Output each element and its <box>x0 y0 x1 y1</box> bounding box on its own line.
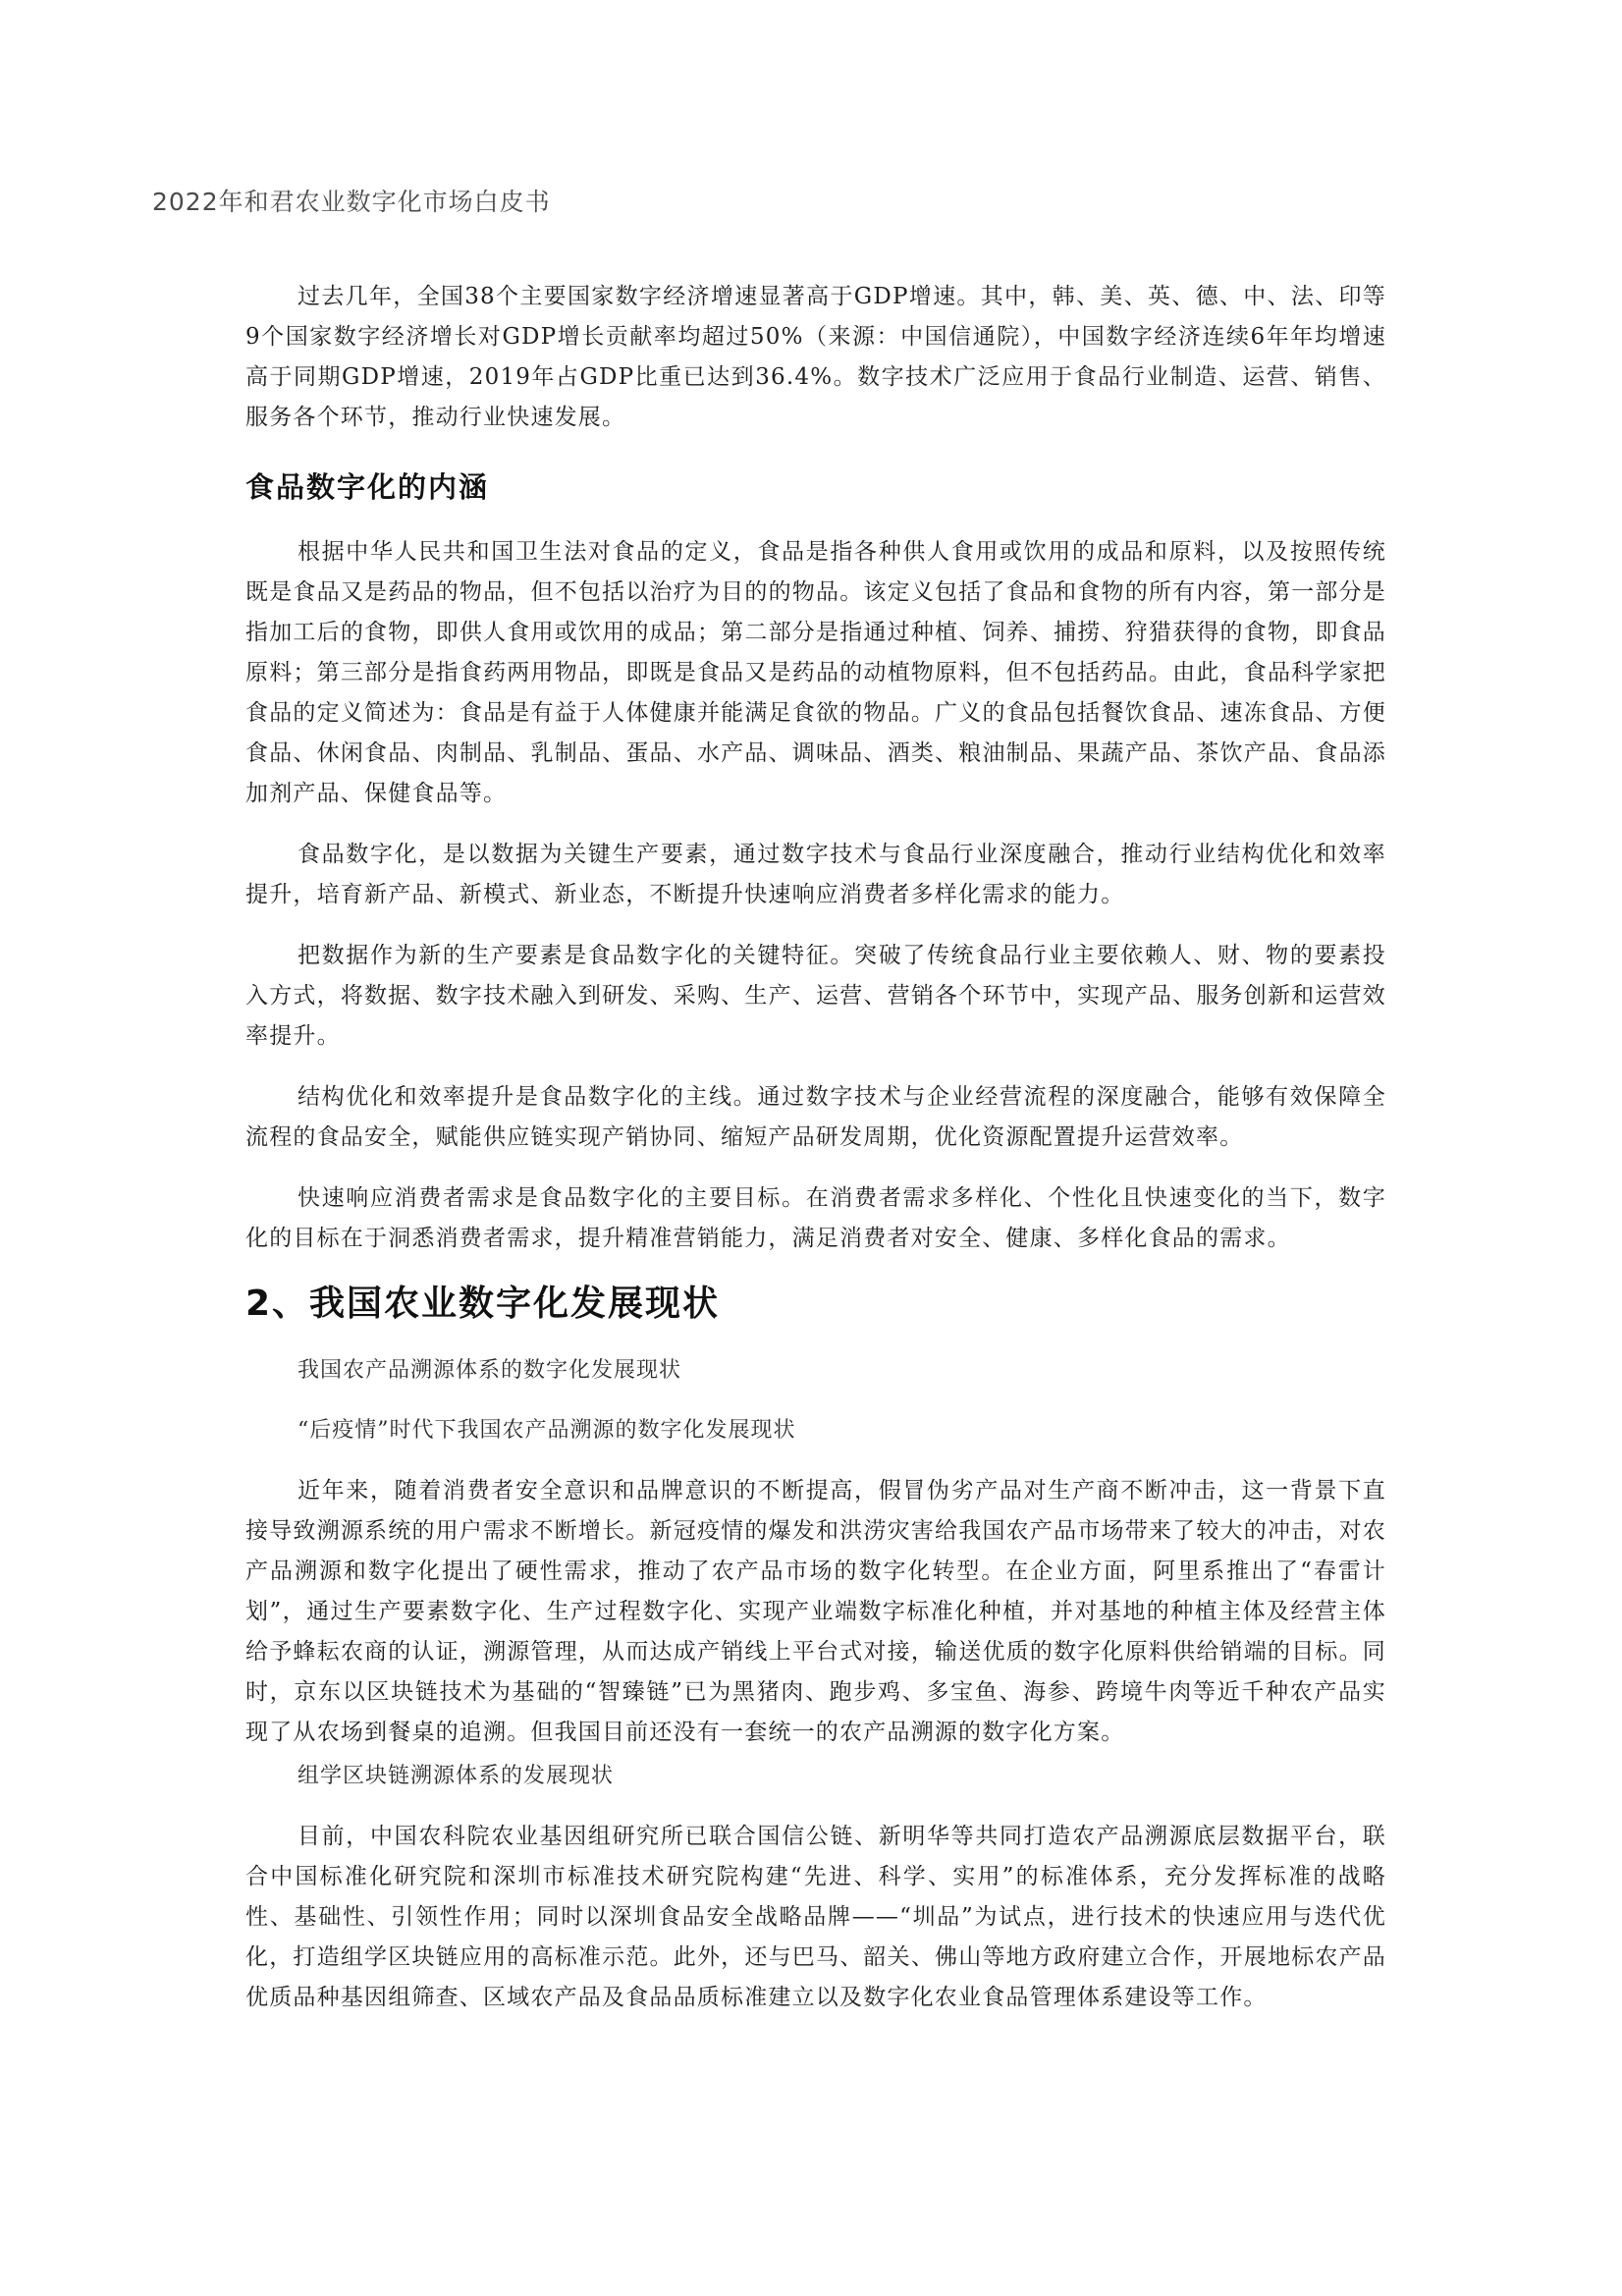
body-paragraph: 快速响应消费者需求是食品数字化的主要目标。在消费者需求多样化、个性化且快速变化的当下，数字化的目标在于洞悉消费者需求，提升精准营销能力，满足消费者对安全、健康、多样化食品的需求。 <box>245 1185 1386 1251</box>
subheading-blockchain-traceability: 组学区块链溯源体系的发展现状 <box>297 1764 615 1788</box>
body-paragraph: 把数据作为新的生产要素是食品数字化的关键特征。突破了传统食品行业主要依赖人、财、物的要素投入方式，将数据、数字技术融入到研发、采购、生产、运营、营销各个环节中，实现产品、服务创新和运营效率提升。 <box>245 943 1386 1049</box>
body-paragraph: 结构优化和效率提升是食品数字化的主线。通过数字技术与企业经营流程的深度融合，能够有效保障全流程的食品安全，赋能供应链实现产销协同、缩短产品研发周期，优化资源配置提升运营效率。 <box>245 1084 1386 1150</box>
body-paragraph: 近年来，随着消费者安全意识和品牌意识的不断提高，假冒伪劣产品对生产商不断冲击，这一背景下直接导致溯源系统的用户需求不断增长。新冠疫情的爆发和洪涝灾害给我国农产品市场带来了较大的冲击，对农产品溯源和数字化提出了硬性需求，推动了农产品市场的数字化转型。在企业方面，阿里系推出了“春雷计划”，通过生产要素数字化、生产过程数字化、实现产业端数字标准化种植，并对基地的种植主体及经营主体给予蜂耘农商的认证，溯源管理，从而达成产销线上平台式对接，输送优质的数字化原料供给销端的目标。同时，京东以区块链技术为基础的“智臻链”已为黑猪肉、跑步鸡、多宝鱼、海参、跨境牛肉等近千种农产品实现了从农场到餐桌的追溯。但我国目前还没有一套统一的农产品溯源的数字化方案。 <box>245 1478 1386 1745</box>
chapter-heading-agri-digitalization: 2、我国农业数字化发展现状 <box>245 1284 721 1324</box>
subheading-traceability-system: 我国农产品溯源体系的数字化发展现状 <box>297 1358 682 1383</box>
running-header: 2022年和君农业数字化市场白皮书 <box>152 188 551 216</box>
intro-paragraph: 过去几年，全国38个主要国家数字经济增速显著高于GDP增速。其中，韩、美、英、德、中、法、印等9个国家数字经济增长对GDP增长贡献率均超过50%（来源：中国信通院），中国数字经济连续6年年均增速高于同期GDP增速，2019年占GDP比重已达到36.4%。数字技术广泛应用于食品行业制造、运营、销售、服务各个环节，推动行业快速发展。 <box>245 284 1386 430</box>
body-paragraph: 食品数字化，是以数据为关键生产要素，通过数字技术与食品行业深度融合，推动行业结构优化和效率提升，培育新产品、新模式、新业态，不断提升快速响应消费者多样化需求的能力。 <box>245 842 1386 907</box>
body-paragraph: 根据中华人民共和国卫生法对食品的定义，食品是指各种供人食用或饮用的成品和原料，以及按照传统既是食品又是药品的物品，但不包括以治疗为目的的物品。该定义包括了食品和食物的所有内容，第一部分是指加工后的食物，即供人食用或饮用的成品；第二部分是指通过种植、饲养、捕捞、狩猎获得的食物，即食品原料；第三部分是指食药两用物品，即既是食品又是药品的动植物原料，但不包括药品。由此，食品科学家把食品的定义简述为：食品是有益于人体健康并能满足食欲的物品。广义的食品包括餐饮食品、速冻食品、方便食品、休闲食品、肉制品、乳制品、蛋品、水产品、调味品、酒类、粮油制品、果蔬产品、茶饮产品、食品添加剂产品、保健食品等。 <box>245 539 1386 806</box>
subheading-post-pandemic: “后疫情”时代下我国农产品溯源的数字化发展现状 <box>297 1418 796 1443</box>
body-paragraph: 目前，中国农科院农业基因组研究所已联合国信公链、新明华等共同打造农产品溯源底层数据平台，联合中国标准化研究院和深圳市标准技术研究院构建“先进、科学、实用”的标准体系，充分发挥标准的战略性、基础性、引领性作用；同时以深圳食品安全战略品牌——“圳品”为试点，进行技术的快速应用与迭代优化，打造组学区块链应用的高标准示范。此外，还与巴马、韶关、佛山等地方政府建立合作，开展地标农产品优质品种基因组筛查、区域农产品及食品品质标准建立以及数字化农业食品管理体系建设等工作。 <box>245 1824 1386 2010</box>
section-heading-food-digitalization: 食品数字化的内涵 <box>245 470 490 504</box>
page-body <box>245 277 1386 2018</box>
